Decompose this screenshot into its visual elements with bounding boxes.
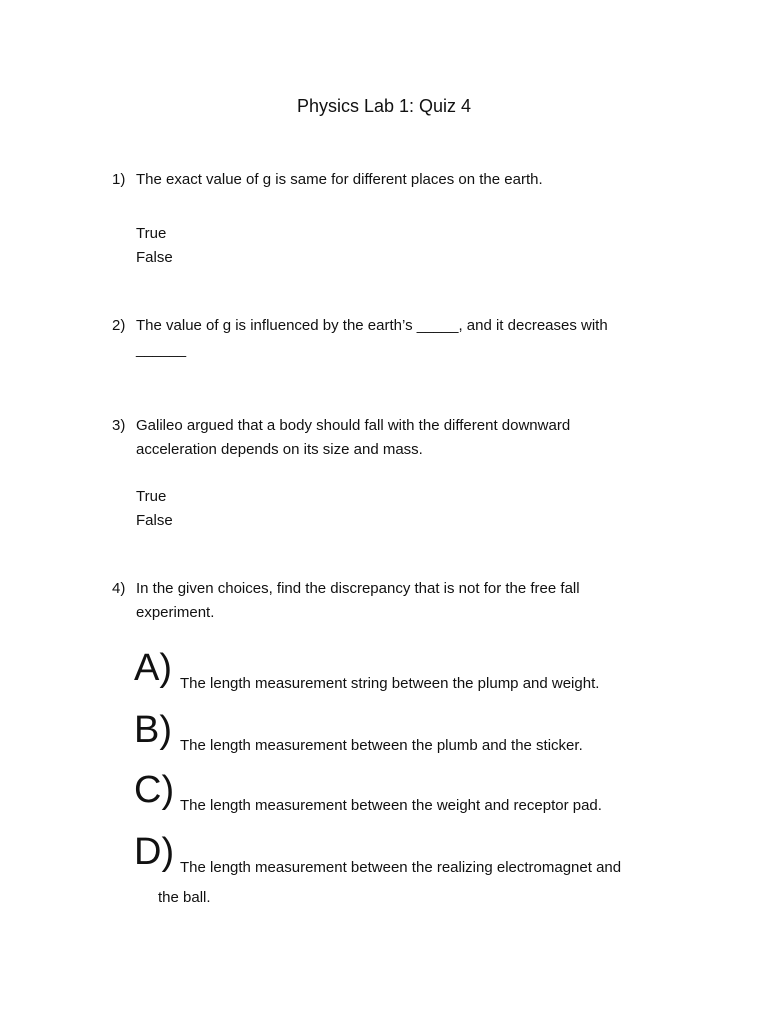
question-3 <box>112 414 672 462</box>
choice-text: The length measurement between the weight and receptor pad. <box>180 797 602 814</box>
option-true: True <box>136 225 167 242</box>
question-text-line-2: ______ <box>136 341 187 358</box>
question-text-line-1: The value of g is influenced by the earth’s _____, and it decreases with <box>136 317 608 334</box>
question-number: 3) <box>112 417 126 434</box>
choice-letter: C) <box>134 769 175 811</box>
choice-letter: D) <box>134 831 175 873</box>
choice-text-continued: the ball. <box>158 889 211 906</box>
page-title: Physics Lab 1: Quiz 4 <box>296 96 472 116</box>
question-text-line-1: Galileo argued that a body should fall with the different downward <box>136 417 571 434</box>
choice-text: The length measurement string between the plump and weight. <box>180 675 600 692</box>
choice-text: The length measurement between the plumb and the sticker. <box>180 737 583 754</box>
question-number: 4) <box>112 580 126 597</box>
choice-text: The length measurement between the realizing electromagnet and <box>180 859 622 876</box>
option-true: True <box>136 488 167 505</box>
question-text-line-1: In the given choices, find the discrepancy that is not for the free fall <box>136 580 580 597</box>
question-text-line-2: experiment. <box>136 604 215 621</box>
question-text: The exact value of g is same for different places on the earth. <box>136 171 543 188</box>
question-1 <box>112 168 672 192</box>
choice-letter: A) <box>134 647 172 689</box>
question-number: 2) <box>112 317 126 334</box>
question-number: 1) <box>112 171 126 188</box>
choice-letter: B) <box>134 709 172 751</box>
question-text-line-2: acceleration depends on its size and mass. <box>136 441 423 458</box>
option-false: False <box>136 512 173 529</box>
question-4 <box>112 577 672 625</box>
question-2 <box>112 314 672 362</box>
option-false: False <box>136 249 173 266</box>
